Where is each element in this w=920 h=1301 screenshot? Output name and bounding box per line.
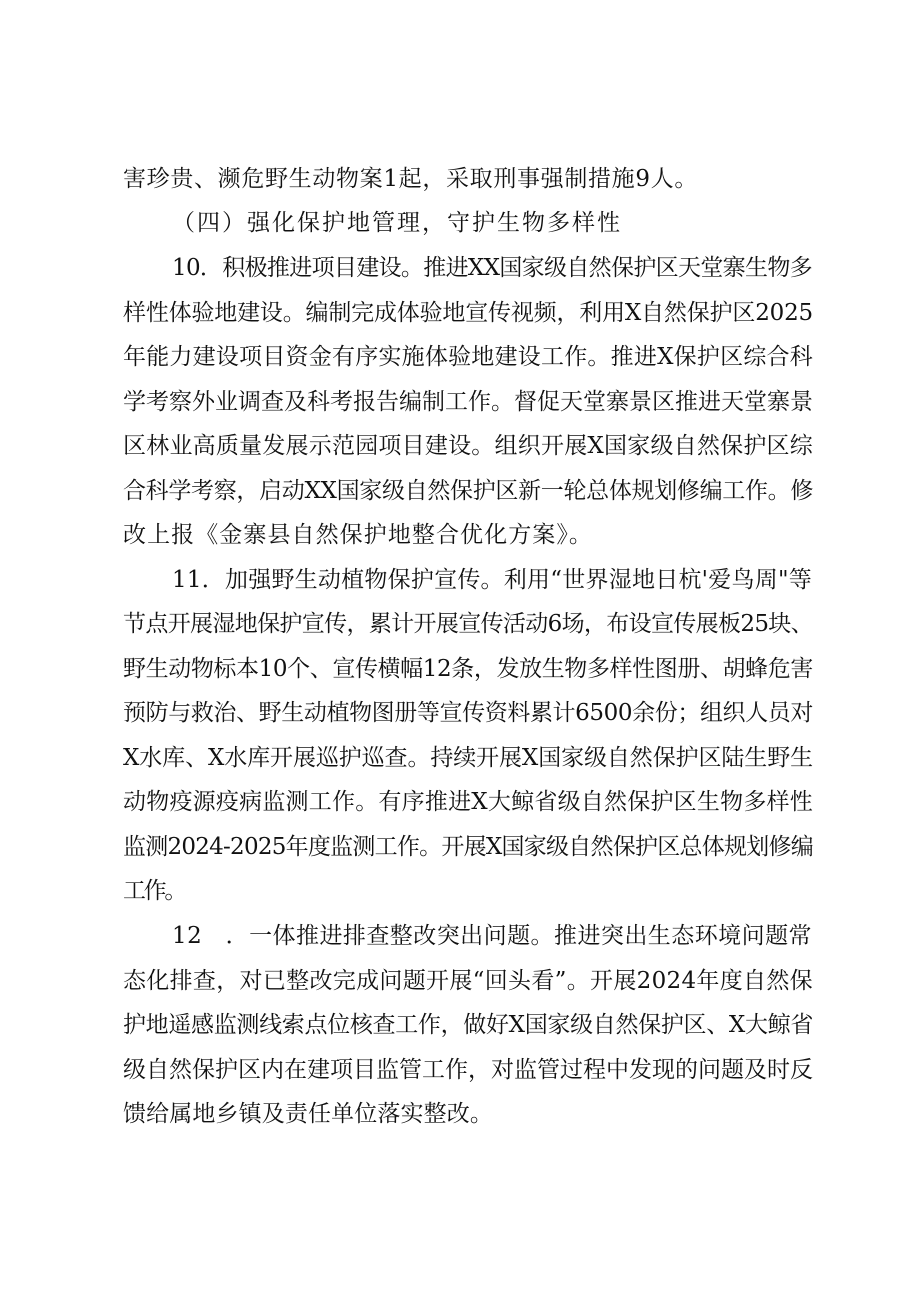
body-text-line: 护地遥感监测线索点位核查工作，做好X国家级自然保护区、X大鲸省 (123, 1012, 813, 1038)
body-text-line: 预防与救治、野生动植物图册等宣传资料累计6500余份；组织人员对 (123, 700, 813, 726)
body-text-line: X水库、X水库开展巡护巡查。持续开展X国家级自然保护区陆生野生 (123, 745, 813, 771)
item-11-heading-line: 11．加强野生动植物保护宣传。利用“世界湿地日杭'爱鸟周"等 (172, 567, 812, 593)
body-text-line: 动物疫源疫病监测工作。有序推进X大鲸省级自然保护区生物多样性 (123, 789, 813, 815)
body-text-line: 合科学考察，启动XX国家级自然保护区新一轮总体规划修编工作。修 (123, 478, 813, 504)
body-text-line: 样性体验地建设。编制完成体验地宣传视频，利用X自然保护区2025 (123, 300, 813, 326)
body-text-line: 害珍贵、濒危野生动物案1起，采取刑事强制措施9人。 (123, 166, 698, 192)
body-text-line: 监测2024-2025年度监测工作。开展X国家级自然保护区总体规划修编 (123, 834, 813, 860)
item-12-heading-line: 12 ．一体推进排查整改突出问题。推进突出生态环境问题常 (172, 923, 812, 949)
body-text-line: 年能力建设项目资金有序实施体验地建设工作。推进X保护区综合科 (123, 344, 813, 370)
body-text-line: 区林业高质量发展示范园项目建设。组织开展X国家级自然保护区综 (123, 433, 813, 459)
section-heading: （四）强化保护地管理，守护生物多样性 (172, 210, 622, 236)
body-text-line: 学考察外业调查及科考报告编制工作。督促天堂寨景区推进天堂寨景 (123, 389, 813, 415)
body-text-line: 工作。 (123, 878, 186, 904)
body-text-line: 节点开展湿地保护宣传，累计开展宣传活动6场，布设宣传展板25块、 (123, 611, 813, 637)
body-text-line: 野生动物标本10个、宣传横幅12条，发放生物多样性图册、胡蜂危害 (123, 656, 813, 682)
item-10-heading-line: 10．积极推进项目建设。推进XX国家级自然保护区天堂寨生物多 (172, 255, 812, 281)
body-text-line: 态化排查，对已整改完成问题开展“回头看”。开展2024年度自然保 (123, 968, 813, 994)
body-text-line: 级自然保护区内在建项目监管工作，对监管过程中发现的问题及时反 (123, 1057, 813, 1083)
body-text-line: 改上报《金寨县自然保护地整合优化方案》。 (123, 522, 593, 548)
body-text-line: 馈给属地乡镇及责任单位落实整改。 (123, 1101, 493, 1127)
